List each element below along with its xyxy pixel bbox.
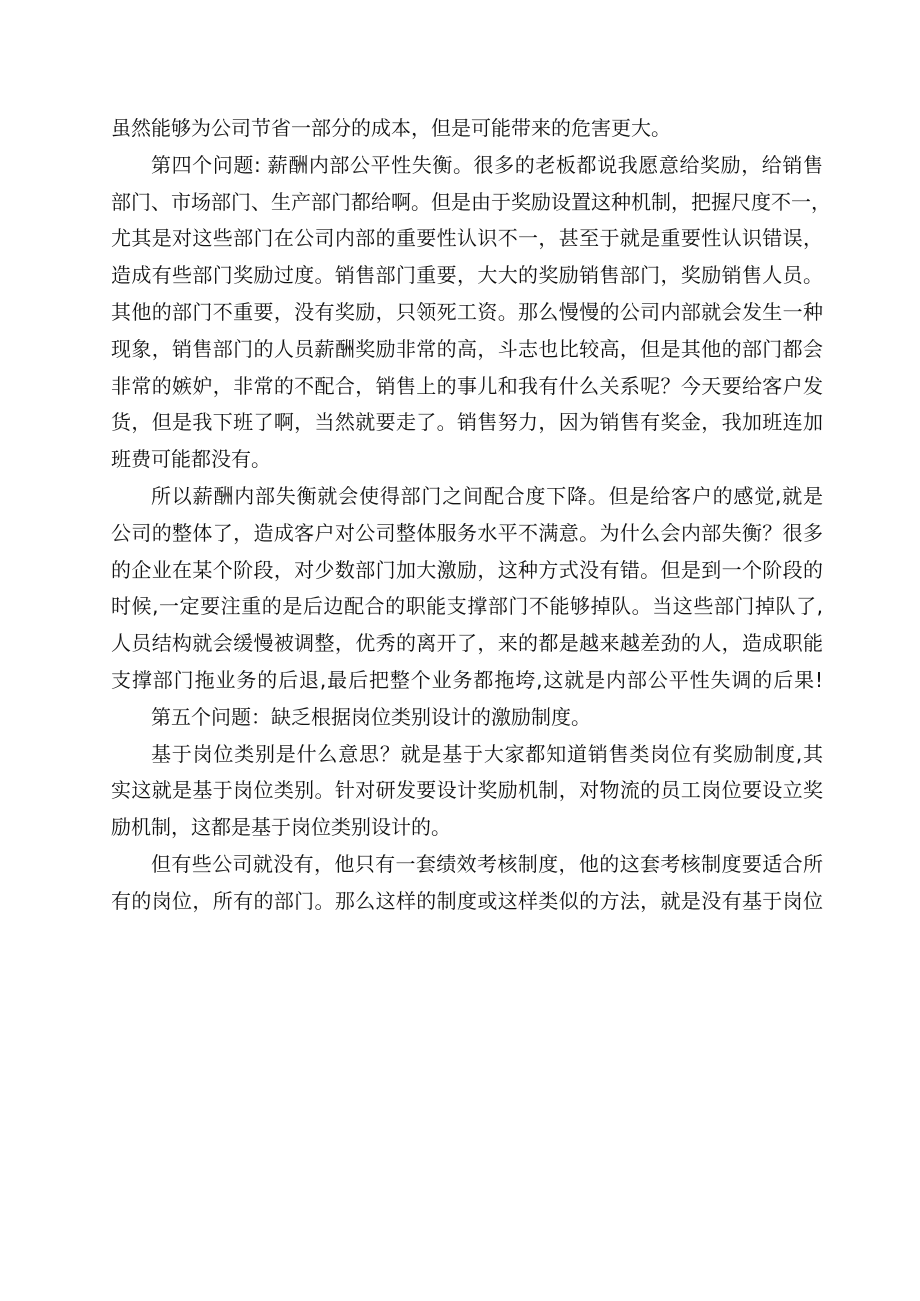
text-line-14: 时候,一定要注重的是后边配合的职能支撑部门不能够掉队。当这些部门掉队了, <box>111 594 823 619</box>
text-line-13: 的企业在某个阶段，对少数部门加大激励，这种方式没有错。但是到一个阶段的 <box>111 557 823 582</box>
text-line-4: 尤其是对这些部门在公司内部的重要性认识不一，甚至于就是重要性认识错误， <box>111 226 823 251</box>
text-line-17: 第五个问题：缺乏根据岗位类别设计的激励制度。 <box>151 704 591 729</box>
text-line-5: 造成有些部门奖励过度。销售部门重要，大大的奖励销售部门，奖励销售人员。 <box>111 263 823 288</box>
text-line-3: 部门、市场部门、生产部门都给啊。但是由于奖励设置这种机制，把握尺度不一， <box>111 189 831 214</box>
text-line-9: 货，但是我下班了啊，当然就要走了。销售努力，因为销售有奖金，我加班连加 <box>111 410 823 435</box>
text-line-2: 第四个问题: 薪酬内部公平性失衡。很多的老板都说我愿意给奖励，给销售 <box>151 152 823 177</box>
text-line-18: 基于岗位类别是什么意思？就是基于大家都知道销售类岗位有奖励制度,其 <box>151 741 823 766</box>
text-line-19: 实这就是基于岗位类别。针对研发要设计奖励机制，对物流的员工岗位要设立奖 <box>111 778 823 803</box>
text-line-22: 有的岗位，所有的部门。那么这样的制度或这样类似的方法，就是没有基于岗位 <box>111 888 823 913</box>
text-line-1: 虽然能够为公司节省一部分的成本，但是可能带来的危害更大。 <box>111 116 671 140</box>
document-body <box>111 110 831 920</box>
text-line-12: 公司的整体了，造成客户对公司整体服务水平不满意。为什么会内部失衡？很多 <box>111 520 823 545</box>
text-line-10: 班费可能都没有。 <box>111 447 271 472</box>
text-line-20: 励机制，这都是基于岗位类别设计的。 <box>111 815 451 840</box>
text-line-8: 非常的嫉妒，非常的不配合，销售上的事儿和我有什么关系呢？今天要给客户发 <box>111 373 823 398</box>
text-line-6: 其他的部门不重要，没有奖励，只领死工资。那么慢慢的公司内部就会发生一种 <box>111 299 823 324</box>
text-line-21: 但有些公司就没有，他只有一套绩效考核制度，他的这套考核制度要适合所 <box>151 851 823 876</box>
text-line-7: 现象，销售部门的人员薪酬奖励非常的高，斗志也比较高，但是其他的部门都会 <box>111 336 823 361</box>
text-line-11: 所以薪酬内部失衡就会使得部门之间配合度下降。但是给客户的感觉,就是 <box>151 483 823 508</box>
text-line-16: 支撑部门拖业务的后退,最后把整个业务都拖垮,这就是内部公平性失调的后果! <box>111 667 823 692</box>
text-line-15: 人员结构就会缓慢被调整，优秀的离开了，来的都是越来越差劲的人，造成职能 <box>111 631 823 656</box>
